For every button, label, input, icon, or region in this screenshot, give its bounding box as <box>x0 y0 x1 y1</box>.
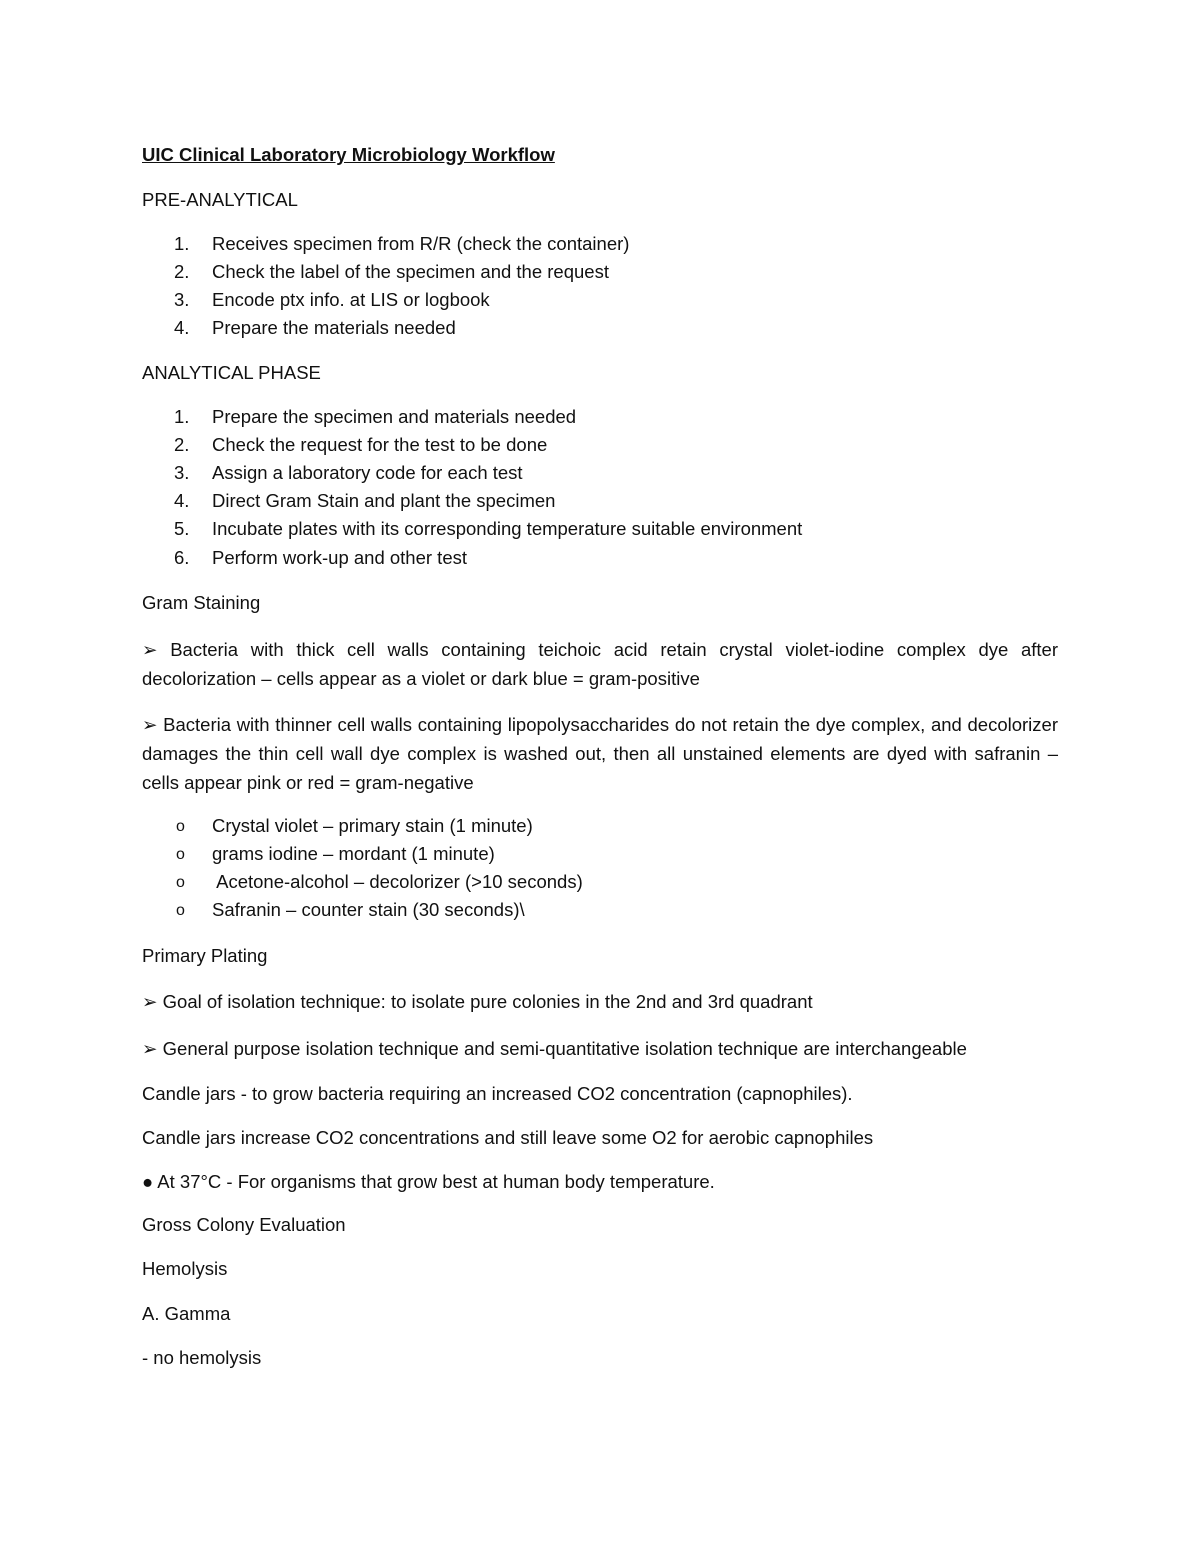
list-number: 5. <box>174 518 190 539</box>
list-number: 4. <box>174 317 190 338</box>
list-item: Direct Gram Stain and plant the specimen <box>212 490 556 511</box>
list-number: 1. <box>174 406 190 427</box>
stain-step: Safranin – counter stain (30 seconds)\ <box>212 899 525 920</box>
candle-jars-line: Candle jars increase CO2 concentrations and still leave some O2 for aerobic capnophiles <box>142 1127 874 1148</box>
bullet-marker: o <box>176 874 185 891</box>
list-number: 2. <box>174 261 190 282</box>
list-item: Prepare the materials needed <box>212 317 456 338</box>
list-item: Perform work-up and other test <box>212 547 467 568</box>
list-number: 3. <box>174 289 190 310</box>
temperature-line: ● At 37°C - For organisms that grow best at human body temperature. <box>142 1171 715 1192</box>
bullet-marker: o <box>176 902 185 919</box>
list-number: 4. <box>174 490 190 511</box>
analytical-heading: ANALYTICAL PHASE <box>142 362 321 383</box>
stain-step: Acetone-alcohol – decolorizer (>10 seconds) <box>212 871 583 892</box>
candle-jars-line: Candle jars - to grow bacteria requiring an increased CO2 concentration (capnophiles). <box>142 1083 853 1104</box>
hemolysis-heading: Hemolysis <box>142 1258 228 1279</box>
list-item: Incubate plates with its corresponding temperature suitable environment <box>212 518 803 539</box>
gram-staining-heading: Gram Staining <box>142 592 261 613</box>
bullet-marker: o <box>176 846 185 863</box>
list-item: Receives specimen from R/R (check the container) <box>212 233 630 254</box>
list-number: 6. <box>174 547 190 568</box>
primary-plating-heading: Primary Plating <box>142 945 268 966</box>
stain-step: Crystal violet – primary stain (1 minute) <box>212 815 533 836</box>
list-number: 1. <box>174 233 190 254</box>
document-title: UIC Clinical Laboratory Microbiology Workflow <box>142 144 555 165</box>
list-item: Prepare the specimen and materials needed <box>212 406 577 427</box>
gamma-heading: A. Gamma <box>142 1303 231 1324</box>
pre-analytical-heading: PRE-ANALYTICAL <box>142 189 298 210</box>
list-item: Encode ptx info. at LIS or logbook <box>212 289 490 310</box>
gram-positive-paragraph: ➢ Bacteria with thick cell walls containing teichoic acid retain crystal violet-iodine complex dye after decolorization – cells appear as a violet or dark blue = gram-positive <box>142 639 1058 689</box>
list-number: 2. <box>174 434 190 455</box>
list-item: Check the label of the specimen and the request <box>212 261 609 282</box>
stain-step: grams iodine – mordant (1 minute) <box>212 843 495 864</box>
gram-negative-paragraph: ➢ Bacteria with thinner cell walls containing lipopolysaccharides do not retain the dye complex, and decolorizer damages the thin cell wall dye complex is washed out, then all unstained elements are dyed with safranin – cells appear pink or red = gram-negative <box>142 714 1058 793</box>
gamma-description: - no hemolysis <box>142 1347 262 1368</box>
gross-colony-heading: Gross Colony Evaluation <box>142 1214 346 1235</box>
list-number: 3. <box>174 462 190 483</box>
list-item: Check the request for the test to be done <box>212 434 548 455</box>
isolation-technique-point: ➢ General purpose isolation technique and semi-quantitative isolation technique are interchangeable <box>142 1038 967 1059</box>
isolation-goal-point: ➢ Goal of isolation technique: to isolate pure colonies in the 2nd and 3rd quadrant <box>142 991 813 1012</box>
list-item: Assign a laboratory code for each test <box>212 462 523 483</box>
bullet-marker: o <box>176 818 185 835</box>
